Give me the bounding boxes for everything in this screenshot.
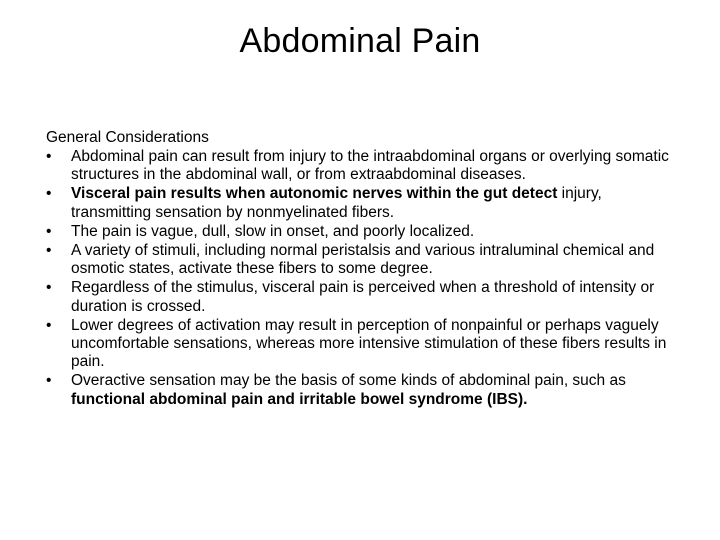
bullet-item	[46, 317, 686, 372]
bullet-text: Overactive sensation may be the basis of some kinds of abdominal pain, such as	[71, 372, 626, 390]
section-subheading: General Considerations	[46, 129, 209, 146]
bullet-dot-icon: •	[46, 222, 52, 240]
bullet-text-bold: functional abdominal pain and irritable bowel syndrome (IBS).	[71, 390, 528, 408]
bullet-dot-icon: •	[46, 148, 52, 165]
bullet-text-bold: Visceral pain results when autonomic nerves within the gut detect	[71, 185, 558, 203]
bullet-item	[46, 242, 686, 278]
bullet-dot-icon: •	[46, 372, 52, 390]
bullet-item	[46, 223, 686, 241]
slide-title: Abdominal Pain	[239, 22, 481, 60]
bullet-dot-icon: •	[46, 185, 52, 203]
bullet-text: Lower degrees of activation may result in perception of nonpainful or perhaps vaguely uncomfortable sensations, whereas more intensive stimulation of these fibers results in pain.	[71, 316, 667, 371]
bullet-item	[46, 148, 686, 184]
slide-body	[46, 128, 686, 410]
bullet-text: A variety of stimuli, including normal peristalsis and various intraluminal chemical and osmotic states, activate these fibers to some degree.	[71, 242, 655, 278]
bullet-item	[46, 185, 686, 221]
bullet-item	[46, 279, 686, 315]
bullet-text: injury, transmitting sensation by nonmyelinated fibers.	[71, 185, 602, 221]
bullet-list	[46, 148, 686, 409]
bullet-dot-icon: •	[46, 316, 52, 334]
bullet-dot-icon: •	[46, 242, 52, 260]
bullet-text: The pain is vague, dull, slow in onset, and poorly localized.	[71, 222, 475, 240]
bullet-dot-icon: •	[46, 279, 52, 297]
bullet-text: Abdominal pain can result from injury to the intraabdominal organs or overlying somatic structures in the abdominal wall, or from extraabdominal diseases.	[71, 148, 669, 184]
bullet-item	[46, 372, 686, 408]
bullet-text: Regardless of the stimulus, visceral pain is perceived when a threshold of intensity or duration is crossed.	[71, 279, 655, 315]
